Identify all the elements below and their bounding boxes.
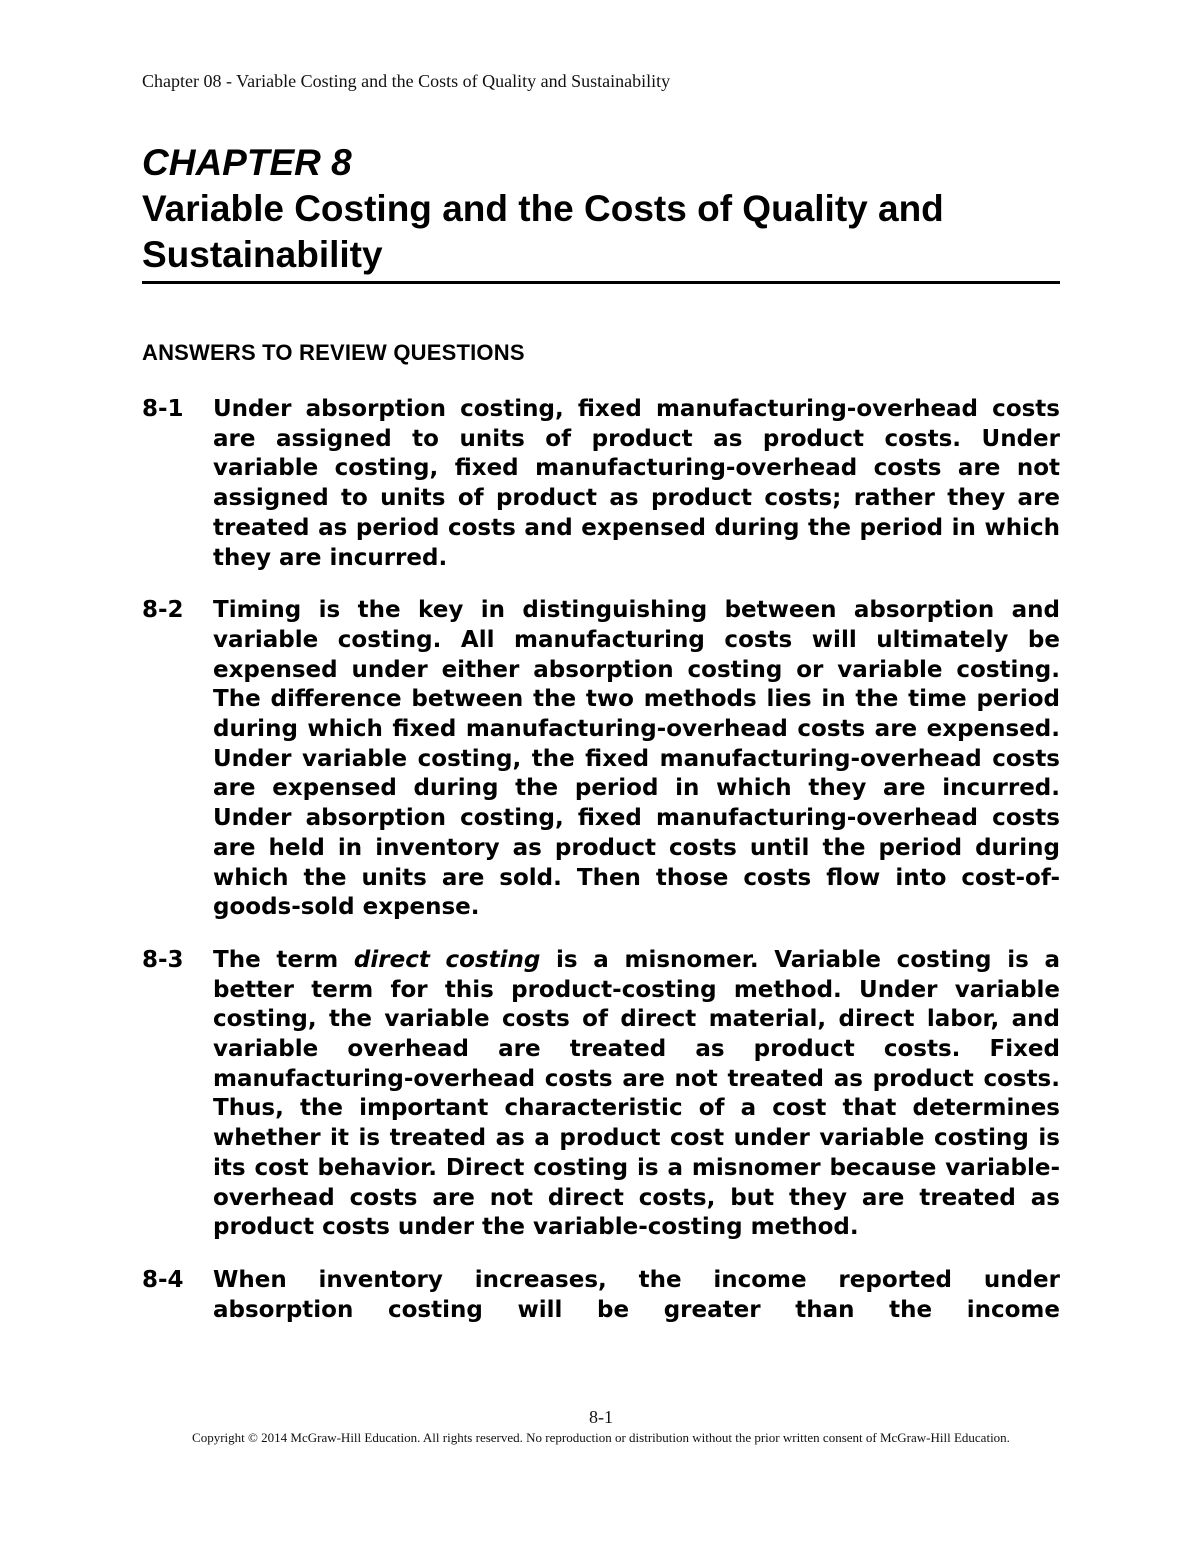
question-8-1	[142, 395, 1060, 573]
question-answer: Timing is the key in distinguishing between absorption and variable costing. All manufacturing costs will ultimately be expensed under either absorption costing or variable costing. The difference between the two methods lies in the time period during which fixed manufacturing-overhead costs are expensed. Under variable costing, the fixed manufacturing-overhead costs are expensed during the period in which they are incurred. Under absorption costing, fixed manufacturing-overhead costs are held in inventory as product costs until the period during which the units are sold. Then those costs flow into cost-of-goods-sold expense.	[213, 597, 1060, 921]
chapter-number: CHAPTER 8	[142, 142, 352, 183]
chapter-heading	[142, 140, 1060, 284]
answer-text-after: is a misnomer. Variable costing is a better term for this product-costing method. Under variable costing, the variable costs of direct material, direct labor, and variable overhead are treated as product costs. Fixed manufacturing-overhead costs are not treated as product costs. Thus, the important characteristic of a cost that determines whether it is treated as a product cost under variable costing is its cost behavior. Direct costing is a misnomer because variable-overhead costs are not direct costs, but they are treated as product costs under the variable-costing method.	[213, 946, 1060, 1241]
question-8-4	[142, 1266, 1060, 1325]
page-number: 8-1	[589, 1407, 613, 1427]
section-heading: ANSWERS TO REVIEW QUESTIONS	[142, 340, 525, 365]
question-answer	[213, 946, 1060, 1243]
question-answer: Under absorption costing, fixed manufacturing-overhead costs are assigned to units of product as product costs. Under variable costing, fixed manufacturing-overhead costs are not assigned to units of product as product costs; rather they are treated as period costs and expensed during the period in which they are incurred.	[213, 396, 1060, 571]
question-answer: When inventory increases, the income reported under absorption costing will be greater than the income	[213, 1266, 1060, 1323]
question-8-2	[142, 596, 1060, 923]
question-number: 8-1	[142, 396, 184, 422]
question-number: 8-2	[142, 597, 184, 624]
question-number: 8-3	[142, 946, 184, 973]
question-number: 8-4	[142, 1266, 184, 1293]
question-8-3	[142, 946, 1060, 1243]
answer-italic-term: direct costing	[353, 946, 541, 973]
review-questions	[142, 395, 1060, 1348]
copyright-notice: Copyright © 2014 McGraw-Hill Education. All rights reserved. No reproduction or distribution without the prior written consent of McGraw-Hill Education.	[192, 1430, 1010, 1445]
answer-text-before: The term	[213, 946, 354, 973]
chapter-title: Variable Costing and the Costs of Quality and Sustainability	[142, 188, 944, 275]
running-header: Chapter 08 - Variable Costing and the Costs of Quality and Sustainability	[142, 71, 671, 91]
page-footer	[142, 1405, 1060, 1446]
